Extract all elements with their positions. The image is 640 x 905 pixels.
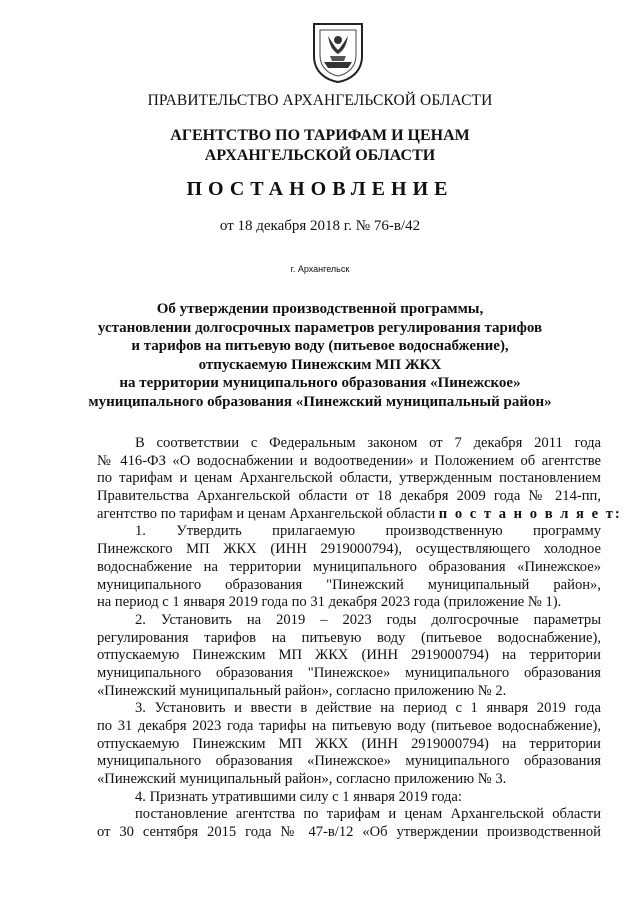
title-line: установлении долгосрочных параметров регулирования тарифов: [97, 319, 543, 336]
body-line: отпускаемую Пинежским МП ЖКХ (ИНН 2919000794) на территории: [97, 647, 601, 664]
agency-name: [0, 126, 640, 166]
agency-line-2: АРХАНГЕЛЬСКОЙ ОБЛАСТИ: [204, 147, 436, 164]
body-line: регулирования тарифов на питьевую воду (питьевое водоснабжение),: [97, 629, 601, 646]
body-line: отпускаемую Пинежским МП ЖКХ (ИНН 2919000794) на территории: [97, 735, 601, 752]
title-line: и тарифов на питьевую воду (питьевое водоснабжение),: [131, 338, 509, 354]
document-title: [60, 300, 580, 411]
body-line: 1. Утвердить прилагаемую производственную программу: [135, 523, 601, 540]
body-line: постановление агентства по тарифам и ценам Архангельской области: [135, 806, 601, 823]
body-line: по тарифам и ценам Архангельской области, утвержденным постановлением: [97, 470, 601, 487]
body-line-text: агентство по тарифам и ценам Архангельской области: [97, 505, 436, 522]
body-line: [97, 505, 622, 524]
date-number: от 18 декабря 2018 г. № 76-в/42: [219, 218, 421, 234]
body-line: Пинежского МП ЖКХ (ИНН 2919000794), осуществляющего холодное: [97, 541, 601, 558]
body-line: Правительства Архангельской области от 18 декабря 2009 года № 214-пп,: [97, 488, 601, 505]
city: г. Архангельск: [290, 264, 350, 274]
title-line: на территории муниципального образования «Пинежское»: [119, 375, 521, 391]
title-line: отпускаемую Пинежским МП ЖКХ: [198, 356, 442, 373]
body-line: муниципального образования «Пинежское» муниципального образования: [97, 753, 601, 770]
body-line: В соответствии с Федеральным законом от 7 декабря 2011 года: [135, 435, 601, 451]
body-line: от 30 сентября 2015 года № 47-в/12 «Об утверждении производственной: [97, 824, 601, 841]
document-body: [97, 435, 622, 842]
body-line: водоснабжение на территории муниципального образования «Пинежское»: [97, 558, 601, 575]
body-line: № 416-ФЗ «О водоснабжении и водоотведении» и Положением об агентстве: [97, 452, 601, 469]
body-line: муниципального образования "Пинежское» муниципального образования: [97, 664, 601, 681]
body-line: «Пинежский муниципальный район», согласно приложению № 2.: [97, 682, 507, 699]
title-line: муниципального образования «Пинежский муниципальный район»: [88, 393, 552, 410]
government-name: ПРАВИТЕЛЬСТВО АРХАНГЕЛЬСКОЙ ОБЛАСТИ: [147, 92, 493, 109]
body-line: 3. Установить и ввести в действие на период с 1 января 2019 года: [135, 700, 601, 717]
body-line: 2. Установить на 2019 – 2023 годы долгосрочные параметры: [135, 611, 601, 628]
title-line: Об утверждении производственной программы,: [156, 301, 484, 317]
coat-of-arms-icon: [310, 20, 366, 84]
body-line: на период с 1 января 2019 года по 31 декабря 2023 года (приложение № 1).: [97, 594, 562, 611]
body-line: по 31 декабря 2023 года тарифы на питьевую воду (питьевое водоснабжение),: [97, 718, 601, 734]
body-line: муниципального образования "Пинежский муниципальный район»,: [97, 576, 601, 593]
resolves-word: п о с т а н о в л я е т:: [438, 505, 622, 522]
document-type: ПОСТАНОВЛЕНИЕ: [186, 178, 454, 200]
body-line: «Пинежский муниципальный район», согласно приложению № 3.: [97, 771, 507, 788]
agency-line-1: АГЕНТСТВО ПО ТАРИФАМ И ЦЕНАМ: [170, 127, 470, 144]
body-line: 4. Признать утратившими силу с 1 января 2019 года:: [135, 788, 462, 805]
